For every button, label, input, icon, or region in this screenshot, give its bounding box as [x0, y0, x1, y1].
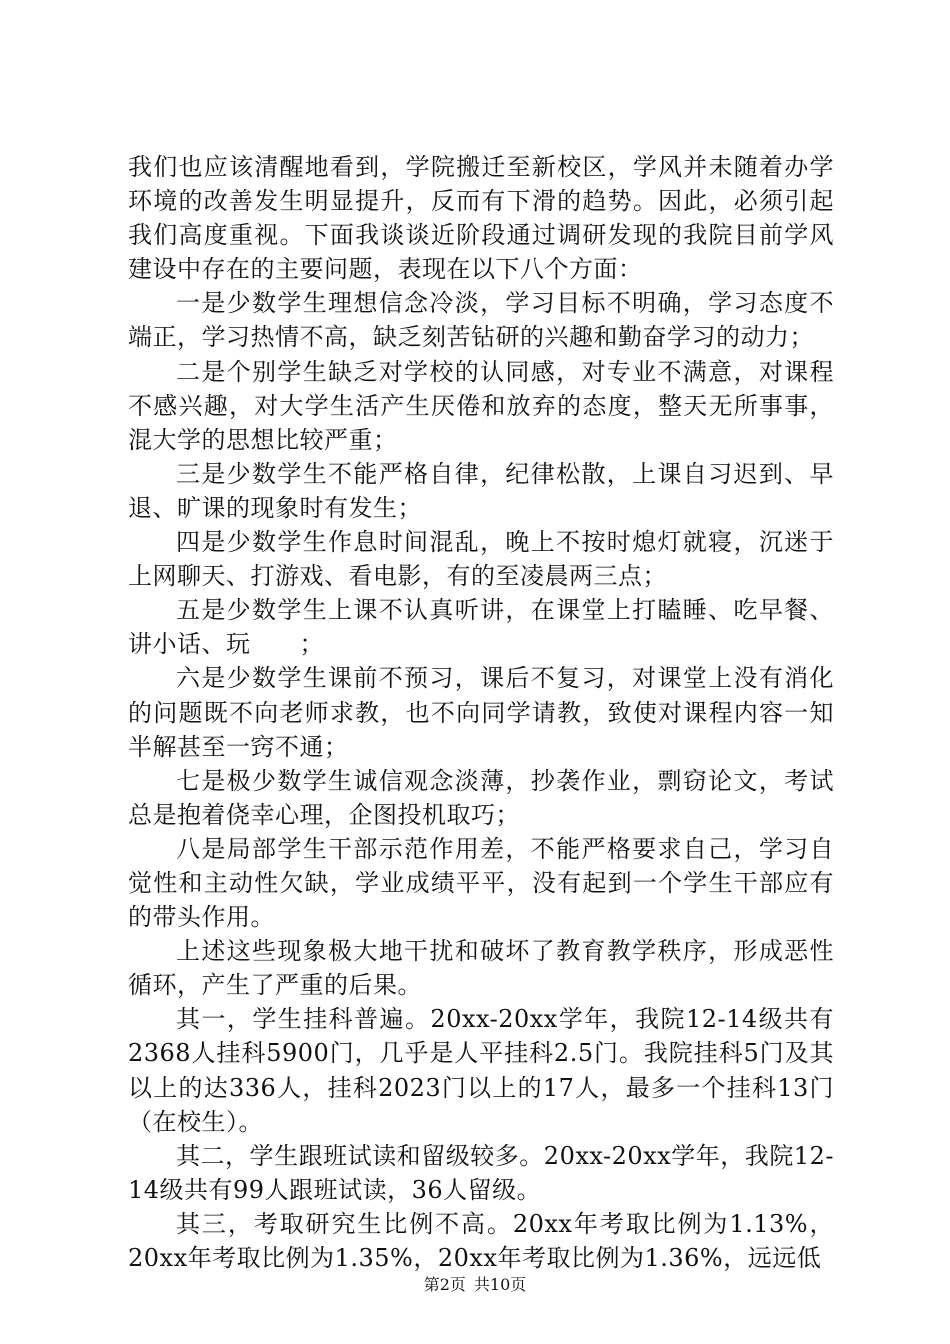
page-total: 共10页: [473, 1275, 527, 1294]
paragraph-consequence-3: 其三，考取研究生比例不高。20xx年考取比例为1.13%，20xx年考取比例为1.35%，20xx年考取比例为1.36%，远远低: [128, 1209, 834, 1272]
paragraph-consequence-1: 其一，学生挂科普遍。20xx-20xx学年，我院12-14级共有2368人挂科5900门，几乎是人平挂科2.5门。我院挂科5门及其以上的达336人，挂科2023门以上的17人，最多一个挂科13门（在校生）。: [128, 1005, 834, 1136]
paragraph-point-6: 六是少数学生课前不预习，课后不复习，对课堂上没有消化的问题既不向老师求教，也不向同学请教，致使对课程内容一知半解甚至一窍不通；: [128, 664, 834, 761]
paragraph-point-7: 七是极少数学生诚信观念淡薄，抄袭作业，剽窃论文，考试总是抱着侥幸心理，企图投机取巧；: [128, 766, 834, 829]
paragraph-consequences-intro: 上述这些现象极大地干扰和破坏了教育教学秩序，形成恶性循环，产生了严重的后果。: [128, 937, 834, 1000]
document-body: [128, 150, 834, 1275]
paragraph-point-2: 二是个别学生缺乏对学校的认同感，对专业不满意，对课程不感兴趣，对大学生活产生厌倦和放弃的态度，整天无所事事，混大学的思想比较严重；: [128, 357, 834, 454]
paragraph-point-4: 四是少数学生作息时间混乱，晚上不按时熄灯就寝，沉迷于上网聊天、打游戏、看电影，有的至凌晨两三点；: [128, 528, 834, 591]
paragraph-point-1: 一是少数学生理想信念冷淡，学习目标不明确，学习态度不端正，学习热情不高，缺乏刻苦钻研的兴趣和勤奋学习的动力；: [128, 289, 834, 352]
paragraph-point-3: 三是少数学生不能严格自律，纪律松散，上课自习迟到、早退、旷课的现象时有发生；: [128, 459, 834, 522]
page-number: 第2页: [423, 1275, 466, 1294]
page-footer: [0, 1272, 950, 1295]
paragraph-point-8: 八是局部学生干部示范作用差，不能严格要求自己，学习自觉性和主动性欠缺，学业成绩平平，没有起到一个学生干部应有的带头作用。: [128, 834, 834, 932]
paragraph-consequence-2: 其二，学生跟班试读和留级较多。20xx-20xx学年，我院12-14级共有99人跟班试读，36人留级。: [128, 1141, 834, 1204]
paragraph-point-5: 五是少数学生上课不认真听讲，在课堂上打瞌睡、吃早餐、讲小话、玩 ；: [128, 596, 834, 659]
paragraph-intro: 我们也应该清醒地看到，学院搬迁至新校区，学风并未随着办学环境的改善发生明显提升，反而有下滑的趋势。因此，必须引起我们高度重视。下面我谈谈近阶段通过调研发现的我院目前学风建设中存在的主要问题，表现在以下八个方面：: [128, 153, 834, 284]
